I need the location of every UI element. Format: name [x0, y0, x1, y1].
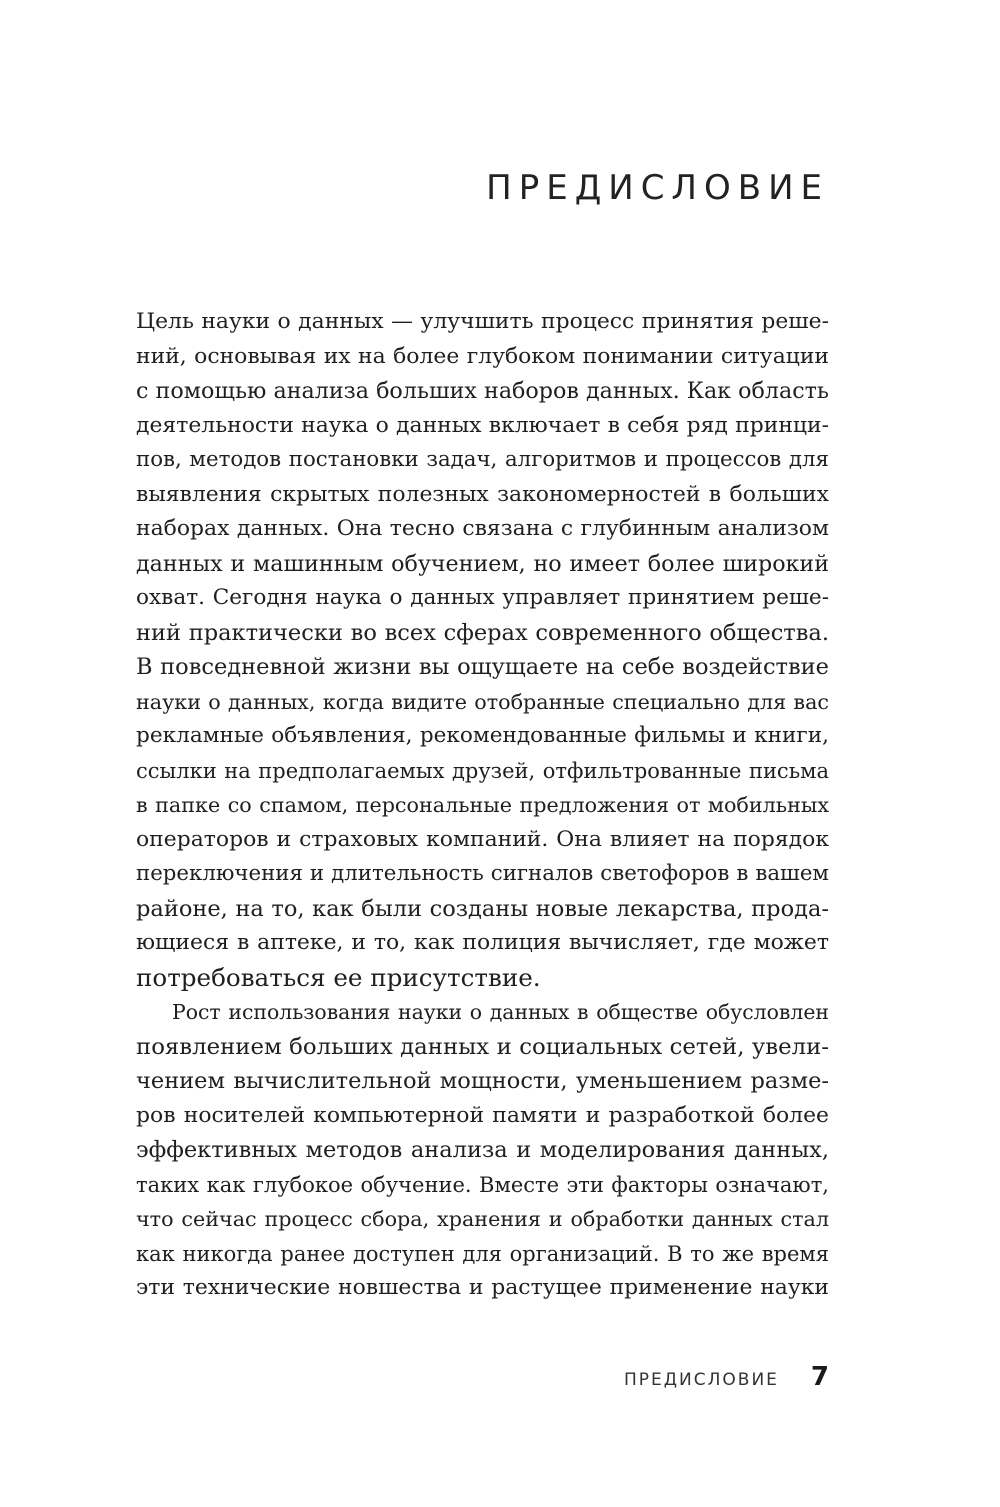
chapter-title: ПРЕДИСЛОВИЕ [486, 168, 829, 208]
text-line: наборах данных. Она тесно связана с глубинным анализом [136, 516, 829, 541]
text-line: эти технические новшества и растущее применение науки [136, 1275, 829, 1300]
text-line: пов, методов постановки задач, алгоритмов и процессов для [136, 447, 829, 472]
text-line: районе, на то, как были созданы новые лекарства, прода- [136, 895, 829, 922]
text-line: таких как глубокое обучение. Вместе эти факторы означают, [136, 1172, 829, 1197]
text-line: ров носителей компьютерной памяти и разработкой более [136, 1102, 829, 1128]
running-head: ПРЕДИСЛОВИЕ [623, 1370, 779, 1390]
text-line: деятельности наука о данных включает в себя ряд принци- [136, 412, 829, 438]
text-line: с помощью анализа больших наборов данных. Как область [136, 378, 829, 404]
text-line: что сейчас процесс сбора, хранения и обработки данных стал [136, 1207, 829, 1231]
text-line: В повседневной жизни вы ощущаете на себе воздействие [136, 654, 829, 680]
text-line: эффективных методов анализа и моделирования данных, [136, 1137, 829, 1163]
page-number: 7 [810, 1362, 829, 1392]
text-line: переключения и длительность сигналов светофоров в вашем [136, 861, 829, 886]
text-line: потребоваться ее присутствие. [136, 962, 541, 992]
paragraph-1 [136, 305, 829, 995]
text-line: Цель науки о данных — улучшить процесс принятия реше- [136, 309, 829, 334]
paragraph-2 [136, 995, 829, 1306]
text-line: как никогда ранее доступен для организаций. В то же время [136, 1241, 829, 1266]
text-line: ющиеся в аптеке, и то, как полиция вычисляет, где может [136, 930, 829, 955]
text-line: Рост использования науки о данных в обществе обусловлен [172, 1000, 829, 1024]
text-line: ссылки на предполагаемых друзей, отфильтрованные письма [136, 758, 829, 783]
text-line: операторов и страховых компаний. Она влияет на порядок [136, 826, 829, 852]
text-line: рекламные объявления, рекомендованные фильмы и книги, [136, 723, 829, 748]
text-line: данных и машинным обучением, но имеет более широкий [136, 550, 829, 577]
text-line: чением вычислительной мощности, уменьшением разме- [136, 1068, 829, 1094]
text-line: ний практически во всех сферах современного общества. [136, 619, 829, 646]
text-line: науки о данных, когда видите отобранные специально для вас [136, 689, 829, 714]
text-line: охват. Сегодня наука о данных управляет принятием реше- [136, 585, 829, 610]
text-line: появлением больших данных и социальных сетей, увели- [136, 1033, 829, 1060]
text-line: в папке со спамом, персональные предложения от мобильных [136, 793, 829, 817]
running-footer [624, 1362, 829, 1392]
text-line: выявления скрытых полезных закономерностей в больших [136, 481, 829, 507]
text-line: ний, основывая их на более глубоком понимании ситуации [136, 343, 829, 369]
body-text [136, 305, 829, 1306]
